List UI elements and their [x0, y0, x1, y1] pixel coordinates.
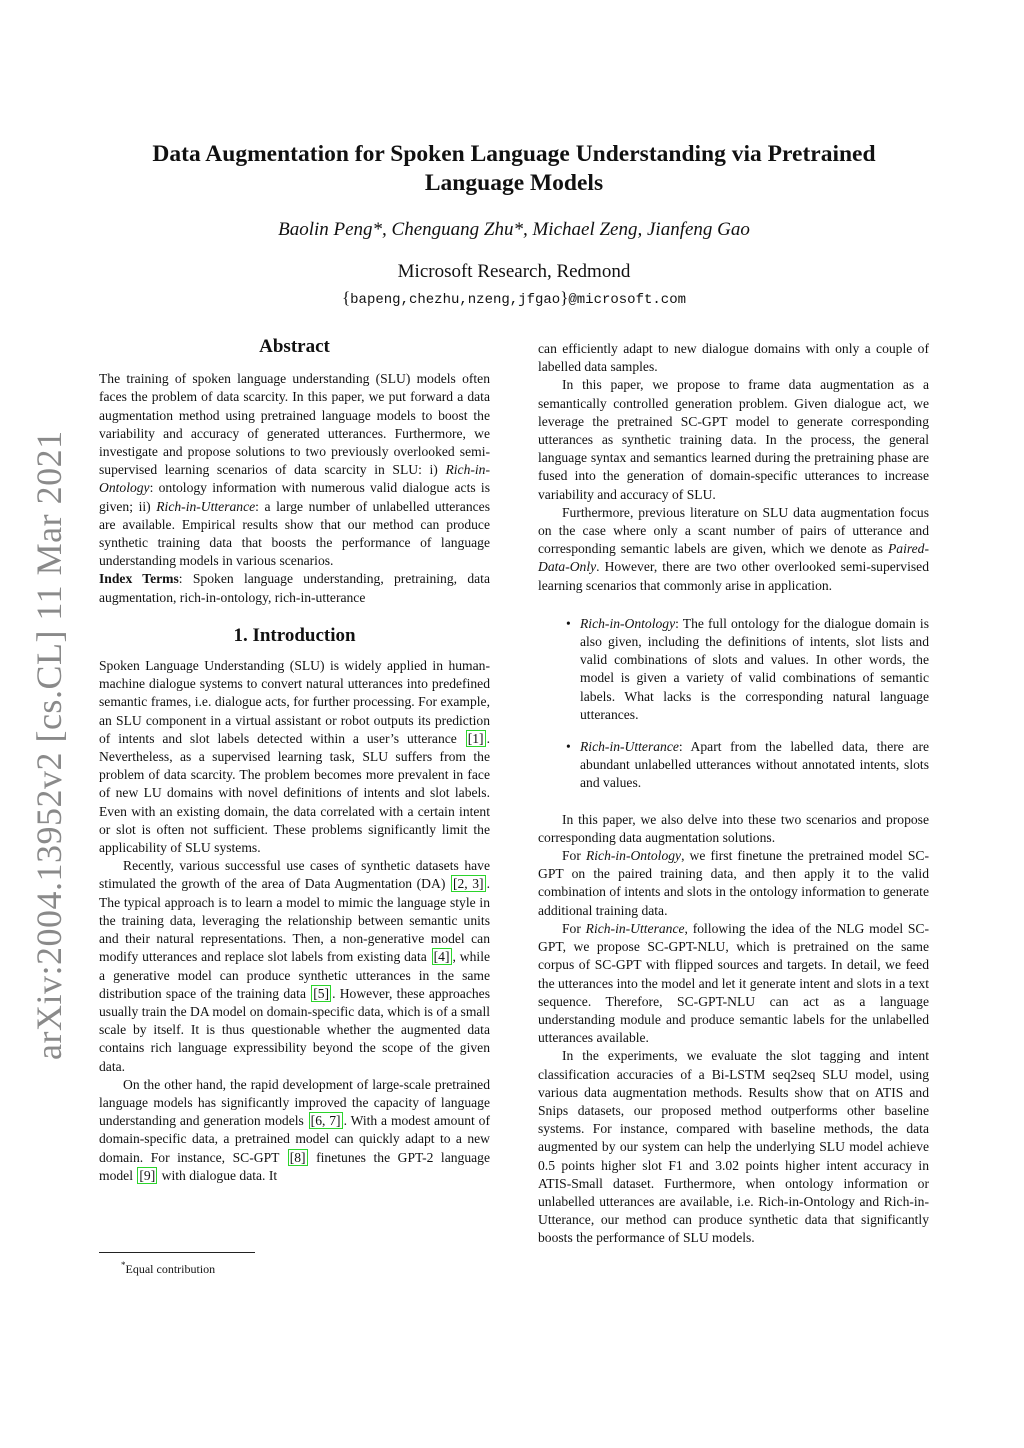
right-paragraph-4: For Rich-in-Ontology, we first finetune the pretrained model SC-GPT on the paired training data, and then apply it to the valid combination of intents and slots in the ontology information to generate additional training data.	[538, 848, 929, 918]
citation-link[interactable]: [6, 7]	[310, 1113, 341, 1129]
citation-link[interactable]: [8]	[289, 1149, 306, 1165]
footnote-text: Equal contribution	[125, 1262, 216, 1276]
citation-link[interactable]: [5]	[313, 985, 330, 1001]
abstract-heading: Abstract	[259, 336, 330, 357]
citation-link[interactable]: [9]	[139, 1167, 156, 1183]
right-paragraph-1: In this paper, we propose to frame data augmentation as a semantically controlled generation problem. Given dialogue act, we leverage the pretrained SC-GPT model to generate corresponding utterances as synthetic training data. In the process, the general language syntax and semantics learned during the pretraining phase are fused into the generation of domain-specific utterances to increase variability and accuracy of SLU.	[538, 377, 929, 502]
citation-link[interactable]: [2, 3]	[452, 876, 484, 892]
right-paragraph-0: can efficiently adapt to new dialogue domains with only a couple of labelled data samples.	[538, 341, 929, 375]
left-column	[99, 338, 490, 1185]
arxiv-identifier: arXiv:2004.13952v2 [cs.CL] 11 Mar 2021	[29, 430, 69, 1060]
bullet-icon: •	[566, 739, 571, 755]
scenario-list	[538, 615, 929, 793]
paper-title: Data Augmentation for Spoken Language Understanding via Pretrained Language Models	[152, 141, 876, 196]
author-list: Baolin Peng*, Chenguang Zhu*, Michael Zeng, Jianfeng Gao	[278, 219, 750, 240]
bullet-icon: •	[566, 615, 571, 631]
introduction-heading: 1. Introduction	[233, 624, 356, 646]
email-usernames: bapeng,chezhu,nzeng,jfgao	[350, 292, 561, 308]
intro-paragraph-2: Recently, various successful use cases of synthetic datasets have stimulated the growth of the area of Data Augmentation (DA) [2, 3] . The typical approach is to learn a model to mimic the language style in the training data, leveraging the relationship between semantic units and their natural representations. Then, a non-generative model can modify utterances and replace slot labels from existing data [4] , while a generative model can produce synthetic utterances in the same distribution space of the training data [5] . However, these approaches usually train the DA model on domain-specific data, which is of a small scale by itself. It is thus questionable whether the augmented data contains rich language expressibility beyond the scope of the given data.	[99, 858, 490, 1074]
intro-paragraph-3: On the other hand, the rapid development of large-scale pretrained language models has significantly improved the capacity of language understanding and generation models [6, 7] . With a modest amount of domain-specific data, a pretrained model can quickly adapt to a new domain. For instance, SC-GPT [8] finetunes the GPT-2 language model [9] with dialogue data. It	[99, 1076, 491, 1183]
right-paragraph-2: Furthermore, previous literature on SLU data augmentation focus on the case where only a scant number of pairs of utterance and corresponding semantic labels are given, which we denote as Paired-Data-Only. However, there are two other overlooked semi-supervised learning scenarios that commonly arise in application.	[538, 504, 929, 593]
author-emails: {bapeng,chezhu,nzeng,jfgao}@microsoft.com	[341, 288, 686, 308]
email-domain: @microsoft.com	[568, 292, 686, 308]
citation-link[interactable]: [4]	[433, 949, 450, 965]
right-paragraph-6: In the experiments, we evaluate the slot tagging and intent classification accuracies of a Bi-LSTM seq2seq SLU model, using various data augmentation methods. Results show that on ATIS and Snips datasets, our proposed method outperforms other baseline systems. For instance, compared with baseline methods, the data augmented by our system can help the underlying SLU model achieve 0.5 points higher slot F1 and 3.02 points higher intent accuracy in ATIS-Small dataset. Furthermore, when ontology information or unlabelled utterances are available, i.e. Rich-in-Ontology and Rich-in-Utterance, our method can produce synthetic data that significantly boosts the performance of SLU models.	[538, 1048, 929, 1246]
list-item: • Rich-in-Utterance: Apart from the labelled data, there are abundant unlabelled utterances without annotated intents, slots and values.	[566, 739, 929, 791]
list-item: • Rich-in-Ontology: The full ontology for the dialogue domain is also given, including the definitions of intents, slot lists and valid combinations of slots and values. In other words, the model is given a variety of valid combinations of semantic labels. What lacks is the corresponding natural language utterances.	[566, 615, 929, 722]
affiliation: Microsoft Research, Redmond	[397, 261, 631, 282]
right-paragraph-3: In this paper, we also delve into these two scenarios and propose corresponding data augmentation solutions.	[538, 811, 929, 845]
footnote-rule	[99, 1252, 255, 1253]
footnote: *Equal contribution	[99, 1252, 399, 1277]
right-column	[538, 340, 929, 1248]
index-terms: Index Terms: Spoken language understanding, pretraining, data augmentation, rich-in-ontology, rich-in-utterance	[99, 571, 490, 605]
abstract-paragraph: The training of spoken language understanding (SLU) models often faces the problem of data scarcity. In this paper, we put forward a data augmentation method using pretrained language models to boost the variability and accuracy of generated utterances. Furthermore, we investigate and propose solutions to two previously overlooked semi-supervised learning scenarios of data scarcity in SLU: i) Rich-in-Ontology: ontology information with numerous valid dialogue acts is given; ii) Rich-in-Utterance: a large number of unlabelled utterances are available. Empirical results show that our method can produce synthetic training data that boosts the performance of language understanding models in various scenarios.	[99, 371, 490, 569]
right-paragraph-5: For Rich-in-Utterance, following the idea of the NLG model SC-GPT, we propose SC-GPT-NLU, which is pretrained on the same corpus of SC-GPT with flipped sources and targets. In detail, we feed the utterances into the model and let it generate intent and slots in a text sequence. Therefore, SC-GPT-NLU can act as a language understanding module and produce semantic labels for the unlabelled utterances available.	[538, 920, 929, 1046]
citation-link[interactable]: [1]	[467, 730, 484, 746]
intro-paragraph-1: Spoken Language Understanding (SLU) is widely applied in human-machine dialogue systems to convert natural utterances into predefined semantic frames, i.e. dialogue acts, for further processing. For example, an SLU component in a virtual assistant or robot outputs its prediction of intents and slot labels detected within a user’s utterance [1] . Nevertheless, as a supervised learning task, SLU suffers from the problem of data scarcity. The problem becomes more prevalent in face of new LU domains with novel definitions of intents and slot labels. Even with an existing domain, the data correlated with a certain intent or slot is often not sufficient. These problems significantly limit the applicability of SLU systems.	[99, 658, 490, 856]
